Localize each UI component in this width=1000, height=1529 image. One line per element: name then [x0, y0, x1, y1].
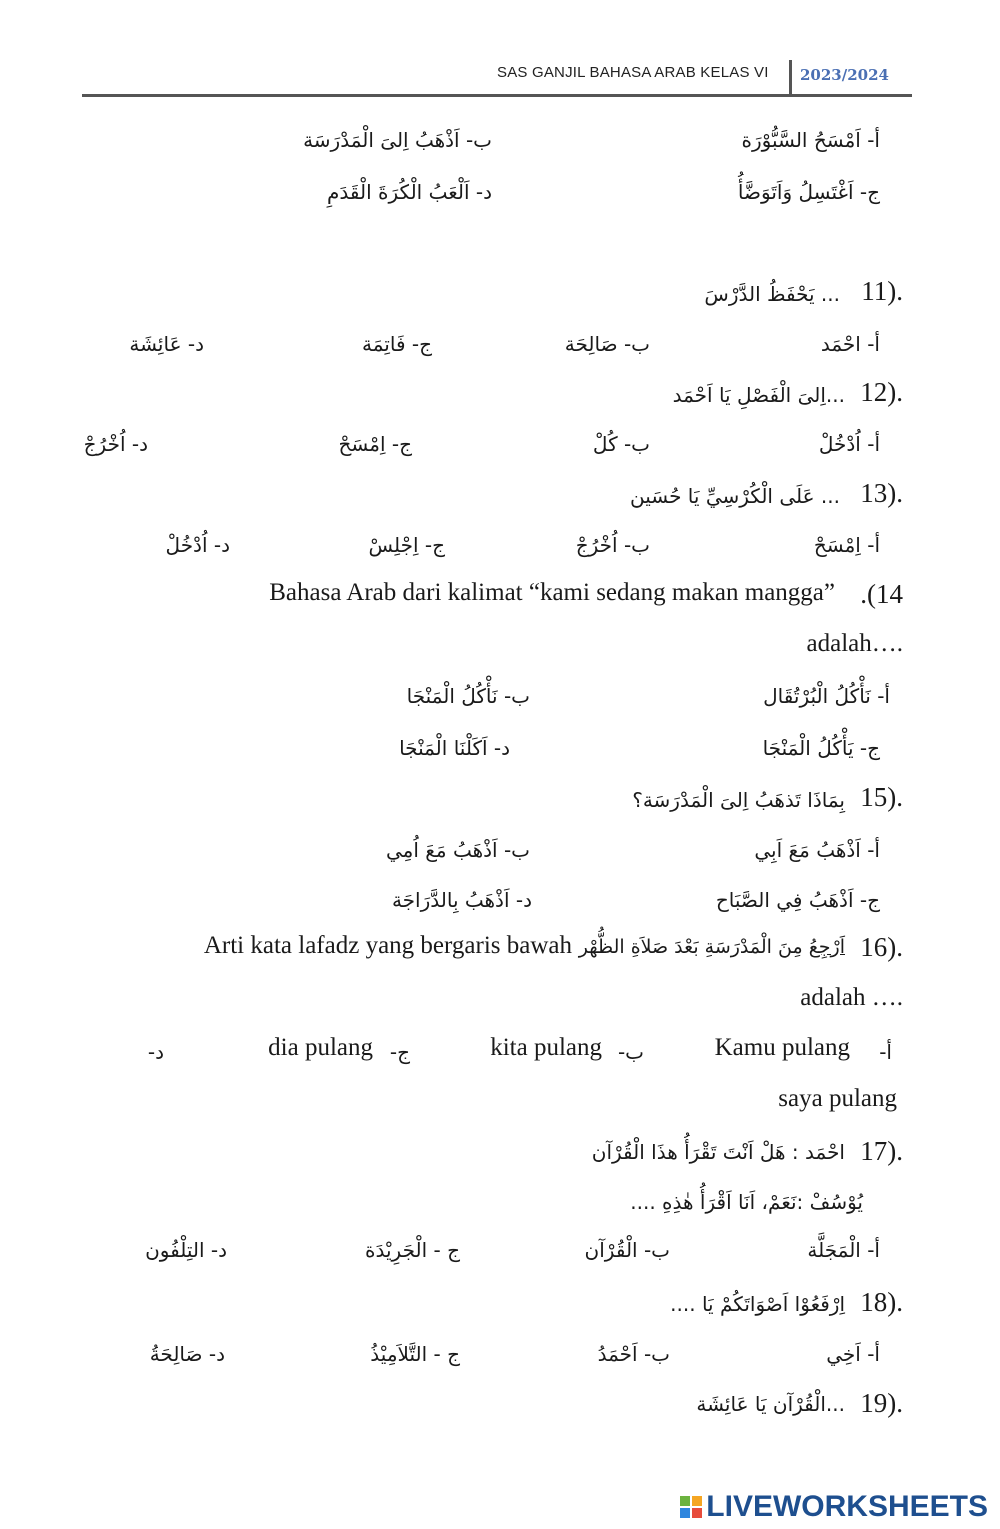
question-number-18: 18).: [860, 1287, 903, 1317]
option-b-q10: ب- اَذْهَبُ اِلىَ الْمَدْرَسَة: [303, 128, 492, 152]
header-divider: [789, 60, 792, 96]
header-year: 2023/2024: [800, 66, 889, 84]
option-b-q18: ب- اَحْمَدُ: [597, 1342, 670, 1366]
option-b-q16: kita pulang: [490, 1034, 602, 1061]
option-c-q15: ج- اَذْهَبُ فِي الصَّبَاح: [715, 888, 880, 912]
option-a-q13: أ- اِمْسَحْ: [813, 533, 880, 557]
question-arabic-16: [579, 936, 845, 958]
question-text-13: ... عَلَى الْكُرْسِيِّ يَا حُسَين: [629, 484, 840, 508]
option-c-q17: ج - الْجَرِيْدَة: [365, 1238, 460, 1262]
question-text-12: ...اِلىَ الْفَصْلِ يَا اَحْمَد: [672, 383, 845, 407]
question-number-12: 12).: [860, 377, 903, 407]
question-number-13: 13).: [860, 478, 903, 508]
question-text-15: بِمَاذَا تَذهَبُ اِلىَ الْمَدْرَسَة؟: [632, 788, 845, 812]
question-number-14: .(14: [860, 579, 903, 609]
option-a-letter-q16: أ-: [879, 1040, 892, 1064]
liveworksheets-icon: [680, 1496, 702, 1518]
option-b-q14: ب- نَأْكُلُ الْمَنْجَا: [406, 684, 530, 708]
option-a-q15: أ- اَذْهَبُ مَعَ اَبِي: [754, 838, 880, 862]
header-rule: [82, 94, 912, 97]
question-text-14: Bahasa Arab dari kalimat “kami sedang makan mangga”: [269, 579, 835, 606]
option-a-q10: أ- اَمْسَحُ السَّبُّوْرَة: [741, 128, 880, 152]
question-number-16: 16).: [860, 932, 903, 962]
question-number-17: 17).: [860, 1136, 903, 1166]
option-b-q17: ب- الْقُرْآن: [584, 1238, 670, 1262]
option-d-q13: د- اُدْخُلْ: [165, 533, 230, 557]
option-d-q11: د- عَائِشَة: [129, 332, 204, 356]
question-line1-17: احْمَد : هَلْ اَنْتَ تَقْرَأُ هذَا الْقُرْآن: [591, 1140, 845, 1164]
option-c-q12: ج- اِمْسَحْ: [338, 432, 412, 456]
option-b-q15: ب- اَذْهَبُ مَعَ اُمِي: [385, 838, 530, 862]
liveworksheets-brand: LIVEWORKSHEETS: [706, 1490, 988, 1523]
option-d-q14: د- اَكَلْنَا الْمَنْجَا: [399, 736, 510, 760]
option-c-q14: ج- يَأْكُلُ الْمَنْجَا: [762, 736, 880, 760]
question-text-16: Arti kata lafadz yang bergaris bawah: [203, 932, 572, 959]
option-c-q13: ج- اِجْلِسْ: [368, 533, 445, 557]
option-a-q12: أ- اُدْخُلْ: [818, 432, 880, 456]
logo-square-green: [680, 1496, 690, 1506]
underlined-word: اَرْجِعُ: [808, 936, 845, 958]
option-d-q18: د- صَالِحَةُ: [149, 1342, 225, 1366]
question-text-19: ...الْقُرْآن يَا عَائِشَة: [696, 1392, 845, 1416]
option-b-q13: ب- اُخْرُجْ: [575, 533, 650, 557]
option-d-q16: saya pulang: [778, 1085, 897, 1112]
option-d-q12: د- اُخْرُجْ: [83, 432, 148, 456]
question-text-18: اِرْفَعُوْا اَصْوَاتَكُمْ يَا ....: [670, 1292, 845, 1316]
option-d-q17: د- التِلْفُون: [145, 1238, 227, 1262]
option-a-q18: أ- اَخِي: [826, 1342, 880, 1366]
option-d-q10: د- اَلْعَبُ الْكُرَةَ الْقَدَمِ: [327, 180, 492, 204]
logo-square-blue: [680, 1508, 690, 1518]
question-text-11: ... يَحْفَظُ الدَّرْسَ: [704, 282, 840, 306]
option-c-q18: ج - التَّلاَمِيْذُ: [370, 1342, 460, 1366]
question-text-14-continued: adalah….: [806, 630, 903, 657]
option-c-q10: ج- اَغْتَسِلُ وَاَتَوَضَّأُ: [737, 180, 880, 204]
option-b-q12: ب- كُلْ: [592, 432, 650, 456]
option-a-q16: Kamu pulang: [714, 1034, 850, 1061]
option-d-q15: د- اَذْهَبُ بِالدَّرَاجَة: [391, 888, 532, 912]
option-c-q11: ج- فَاتِمَة: [362, 332, 432, 356]
option-b-letter-q16: ب-: [617, 1040, 644, 1064]
question-text-16-continued: adalah ….: [800, 984, 903, 1011]
liveworksheets-logo: [680, 1490, 988, 1524]
question-line2-17: يُوْسُفْ :نَعَمْ، اَنَا اَقْرَأُ هٰذِهِ ....: [630, 1190, 863, 1214]
option-a-q14: أ- نَأْكُلُ الْبُرْتُقَال: [763, 684, 890, 708]
header-title: SAS GANJIL BAHASA ARAB KELAS VI: [497, 64, 769, 81]
arabic-phrase: مِنَ الْمَدْرَسَةِ بَعْدَ صَلاَةِ الظُّهْر: [578, 936, 803, 958]
option-a-q17: أ- الْمَجَلَّة: [807, 1238, 880, 1262]
question-number-19: 19).: [860, 1388, 903, 1418]
logo-square-red: [692, 1508, 702, 1518]
question-number-15: 15).: [860, 782, 903, 812]
option-a-q11: أ- احْمَد: [820, 332, 880, 356]
option-b-q11: ب- صَالِحَة: [564, 332, 650, 356]
option-c-q16: dia pulang: [268, 1034, 373, 1061]
option-c-letter-q16: ج-: [389, 1040, 410, 1064]
option-d-letter-q16: د-: [147, 1040, 164, 1064]
question-number-11: 11).: [861, 276, 903, 306]
logo-square-orange: [692, 1496, 702, 1506]
